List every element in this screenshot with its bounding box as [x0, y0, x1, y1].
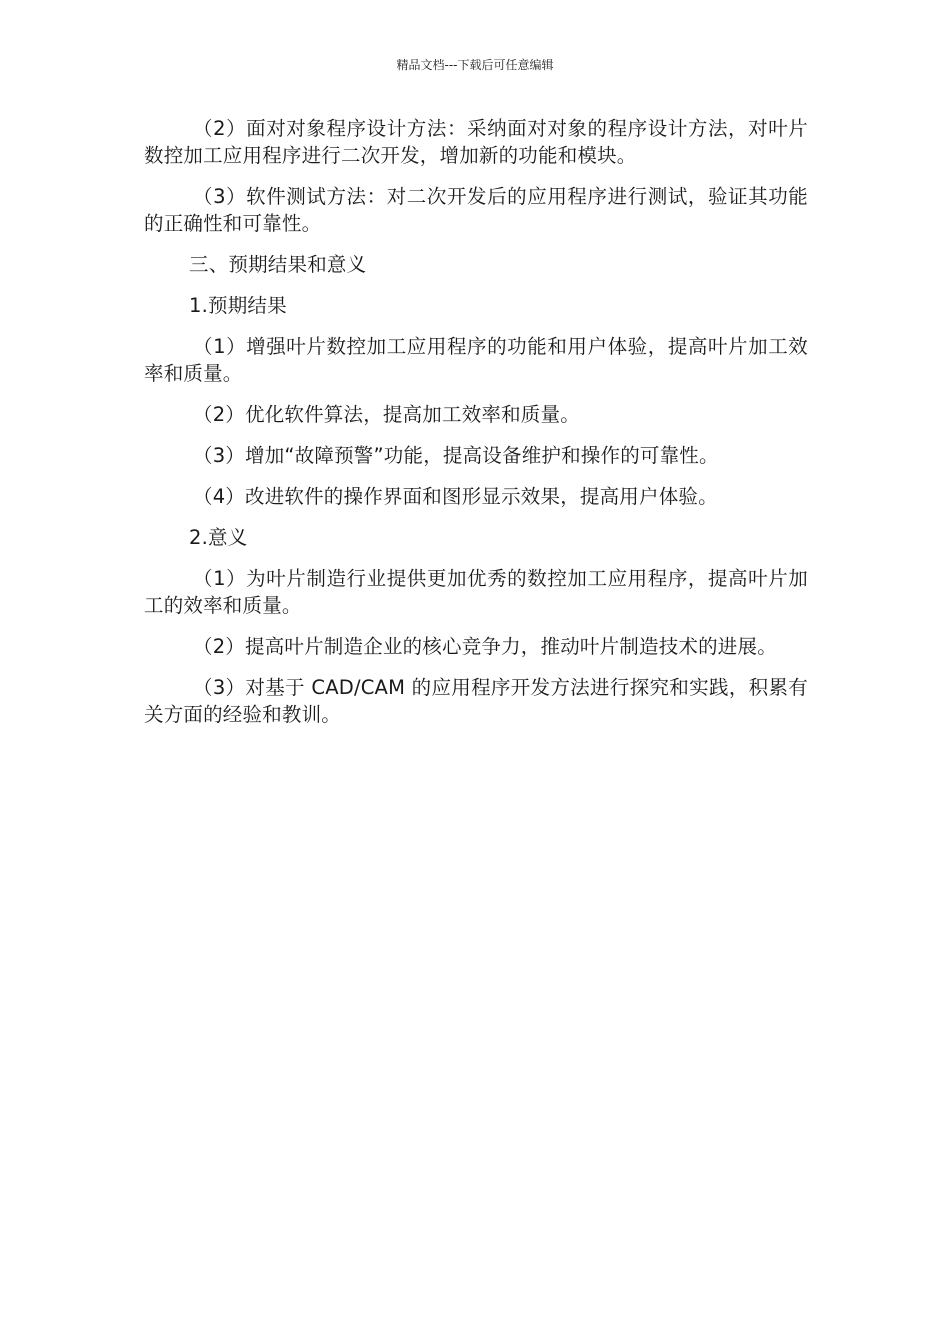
subheading-expected-results: 1.预期结果 [189, 294, 287, 317]
paragraph-significance-2: （2）提高叶片制造企业的核心竞争力，推动叶片制造技术的进展。 [193, 635, 777, 658]
paragraph-significance-1: （1）为叶片制造行业提供更加优秀的数控加工应用程序，提高叶片加工的效率和质量。 [144, 567, 808, 617]
document-body [144, 115, 808, 742]
subheading-significance: 2.意义 [189, 526, 248, 549]
paragraph-method-testing: （3）软件测试方法：对二次开发后的应用程序进行测试，验证其功能的正确性和可靠性。 [144, 185, 808, 235]
page-header: 精品文档---下载后可任意编辑 [396, 58, 554, 72]
paragraph-result-1: （1）增强叶片数控加工应用程序的功能和用户体验，提高叶片加工效率和质量。 [144, 335, 808, 385]
paragraph-result-2: （2）优化软件算法，提高加工效率和质量。 [193, 403, 580, 426]
paragraph-result-3: （3）增加“故障预警”功能，提高设备维护和操作的可靠性。 [193, 444, 719, 467]
paragraph-result-4: （4）改进软件的操作界面和图形显示效果，提高用户体验。 [193, 485, 718, 508]
paragraph-significance-3: （3）对基于 CAD/CAM 的应用程序开发方法进行探究和实践，积累有关方面的经验和教训。 [144, 676, 808, 726]
paragraph-method-oop: （2）面对对象程序设计方法：采纳面对对象的程序设计方法，对叶片数控加工应用程序进行二次开发，增加新的功能和模块。 [144, 117, 808, 167]
section-heading-expected-results: 三、预期结果和意义 [189, 253, 367, 276]
